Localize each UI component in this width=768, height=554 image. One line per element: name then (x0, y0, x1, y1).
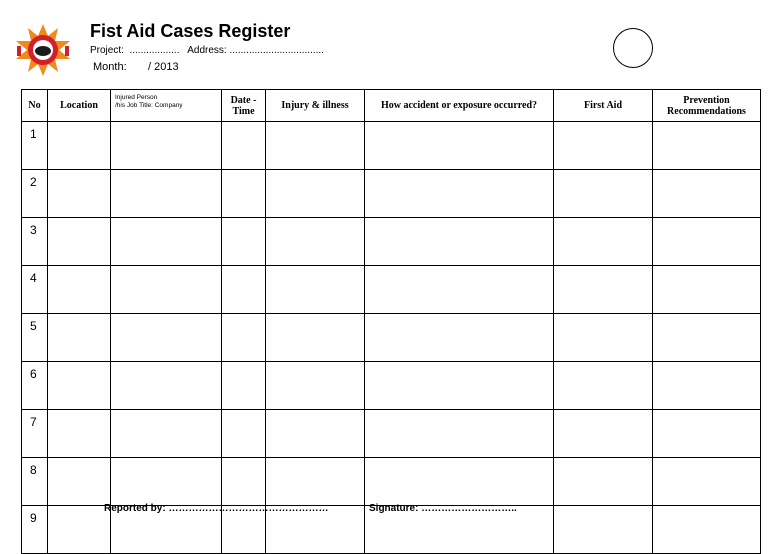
table-cell (365, 314, 554, 362)
table-cell (554, 218, 653, 266)
table-cell (266, 362, 365, 410)
table-cell (266, 314, 365, 362)
table-cell (111, 458, 222, 506)
table-cell (48, 266, 111, 314)
table-cell (111, 170, 222, 218)
table-cell (266, 458, 365, 506)
table-cell (554, 314, 653, 362)
table-cell (222, 266, 266, 314)
page-title: Fist Aid Cases Register (90, 21, 291, 41)
table-cell (222, 314, 266, 362)
row-number: 6 (22, 362, 48, 410)
table-cell (365, 170, 554, 218)
table-cell (365, 266, 554, 314)
table-cell (554, 458, 653, 506)
table-cell (222, 170, 266, 218)
table-cell (554, 362, 653, 410)
table-cell (111, 314, 222, 362)
table-row (22, 314, 761, 362)
table-cell (653, 170, 761, 218)
header-prevention: Prevention Recommendations (653, 90, 761, 122)
table-cell (554, 506, 653, 554)
stamp-circle (613, 28, 653, 68)
table-cell (222, 122, 266, 170)
table-row (22, 218, 761, 266)
table-cell (653, 122, 761, 170)
table-cell (653, 218, 761, 266)
project-address-line: Project: .................. Address: .................................. (90, 45, 324, 56)
header-injured-person: Injured Person /his Job Title: Company (111, 90, 222, 122)
row-number: 9 (22, 506, 48, 554)
header-how-occurred: How accident or exposure occurred? (365, 90, 554, 122)
table-cell (554, 410, 653, 458)
header-first-aid: First Aid (554, 90, 653, 122)
row-number: 4 (22, 266, 48, 314)
table-cell (222, 410, 266, 458)
table-cell (266, 218, 365, 266)
table-cell (653, 362, 761, 410)
table-cell (554, 170, 653, 218)
header-injury-illness: Injury & illness (266, 90, 365, 122)
table-cell (48, 410, 111, 458)
table-cell (48, 458, 111, 506)
table-cell (554, 266, 653, 314)
signature: Signature: ……………………….. (369, 503, 517, 514)
table-cell (365, 122, 554, 170)
table-cell (111, 362, 222, 410)
row-number: 3 (22, 218, 48, 266)
table-cell (653, 410, 761, 458)
table-cell (266, 122, 365, 170)
table-cell (48, 170, 111, 218)
table-row (22, 362, 761, 410)
table-cell (653, 506, 761, 554)
table-cell (365, 458, 554, 506)
table-cell (111, 410, 222, 458)
table-cell (48, 362, 111, 410)
table-cell (111, 218, 222, 266)
header-location: Location (48, 90, 111, 122)
table-cell (48, 506, 111, 554)
table-cell (653, 314, 761, 362)
company-logo (12, 22, 74, 80)
header-date-time: Date - Time (222, 90, 266, 122)
table-cell (222, 362, 266, 410)
row-number: 2 (22, 170, 48, 218)
table-row (22, 122, 761, 170)
row-number: 7 (22, 410, 48, 458)
table-cell (111, 122, 222, 170)
table-cell (48, 122, 111, 170)
table-row (22, 170, 761, 218)
table-cell (653, 266, 761, 314)
table-cell (365, 362, 554, 410)
reported-by: Reported by: ………………………………………… (104, 503, 329, 514)
table-cell (266, 266, 365, 314)
table-cell (365, 218, 554, 266)
header-no: No (22, 90, 48, 122)
table-cell (222, 458, 266, 506)
table-cell (222, 218, 266, 266)
row-number: 5 (22, 314, 48, 362)
table-cell (266, 170, 365, 218)
table-cell (48, 314, 111, 362)
table-cell (554, 122, 653, 170)
row-number: 8 (22, 458, 48, 506)
table-cell (365, 410, 554, 458)
header-row (22, 90, 761, 122)
row-number: 1 (22, 122, 48, 170)
table-cell (266, 410, 365, 458)
table-cell (48, 218, 111, 266)
table-cell (653, 458, 761, 506)
table-row (22, 458, 761, 506)
table-row (22, 266, 761, 314)
month-line: Month: / 2013 (93, 61, 179, 73)
table-row (22, 410, 761, 458)
register-table (21, 89, 761, 554)
table-cell (111, 266, 222, 314)
